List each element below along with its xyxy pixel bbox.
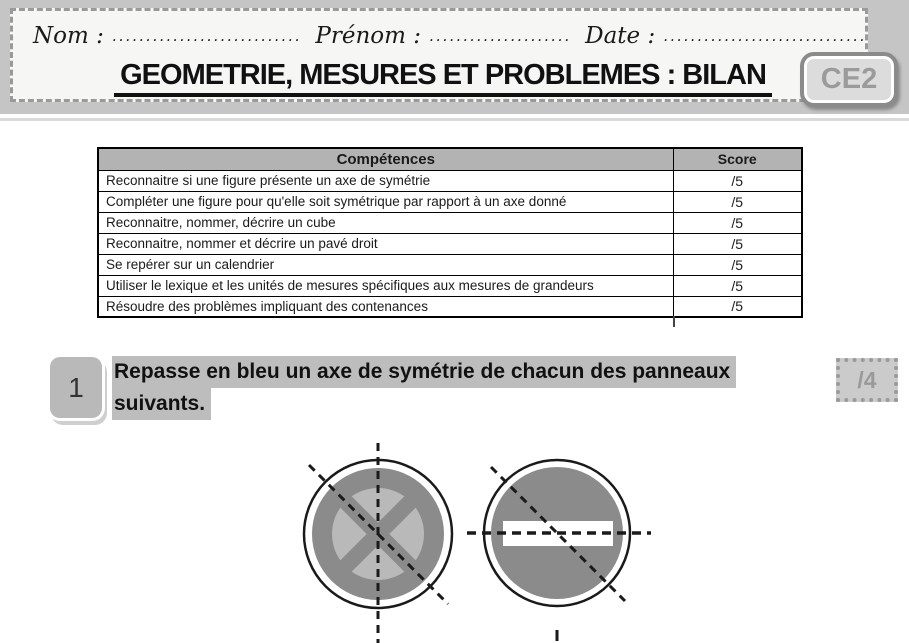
- date-label: Date :: [585, 23, 656, 49]
- table-row: [98, 254, 802, 275]
- competences-column-header: Compétences: [98, 148, 673, 170]
- score-cell: /5: [673, 170, 802, 191]
- table-row: [98, 170, 802, 191]
- exercise-score-box: /4: [836, 358, 898, 402]
- competence-cell: Reconnaitre, nommer, décrire un cube: [98, 212, 673, 233]
- competence-cell: Compléter une figure pour qu'elle soit symétrique par rapport à un axe donné: [98, 191, 673, 212]
- competence-cell: Se repérer sur un calendrier: [98, 254, 673, 275]
- identity-row: [33, 23, 867, 49]
- table-divider-artifact: [673, 316, 675, 327]
- no-stopping-sign-figure[interactable]: [304, 443, 452, 643]
- score-column-header: Score: [673, 148, 802, 170]
- date-write-line[interactable]: ..............................: [663, 27, 867, 45]
- table-row: [98, 275, 802, 296]
- header-band: [0, 0, 909, 114]
- table-row: [98, 233, 802, 254]
- prenom-write-line[interactable]: .....................: [428, 27, 572, 45]
- level-badge: CE2: [800, 52, 898, 107]
- header-inner-box: [10, 8, 868, 102]
- exercise-number-box: 1: [50, 357, 102, 418]
- competence-cell: Résoudre des problèmes impliquant des contenances: [98, 296, 673, 317]
- score-cell: /5: [673, 233, 802, 254]
- title-wrap: [13, 59, 873, 97]
- symmetry-figures: [280, 435, 680, 643]
- header-divider-rule: [0, 118, 909, 121]
- no-entry-sign-figure[interactable]: [467, 460, 651, 641]
- table-row: [98, 191, 802, 212]
- score-cell: /5: [673, 275, 802, 296]
- competence-cell: Utiliser le lexique et les unités de mesures spécifiques aux mesures de grandeurs: [98, 275, 673, 296]
- page-title: GEOMETRIE, MESURES ET PROBLEMES : BILAN: [114, 59, 772, 97]
- table-header-row: [98, 148, 802, 170]
- competences-table: [97, 147, 803, 318]
- score-cell: /5: [673, 254, 802, 275]
- nom-label: Nom :: [33, 23, 104, 49]
- score-cell: /5: [673, 191, 802, 212]
- prenom-label: Prénom :: [315, 23, 421, 49]
- instruction-line-1: Repasse en bleu un axe de symétrie de chacun des panneaux: [112, 356, 736, 388]
- exercise-instruction: [112, 356, 782, 420]
- instruction-line-2: suivants.: [112, 388, 211, 420]
- score-cell: /5: [673, 212, 802, 233]
- competence-cell: Reconnaitre si une figure présente un axe de symétrie: [98, 170, 673, 191]
- table-row: [98, 212, 802, 233]
- table-row: [98, 296, 802, 317]
- nom-write-line[interactable]: ............................: [111, 27, 302, 45]
- competence-cell: Reconnaitre, nommer et décrire un pavé droit: [98, 233, 673, 254]
- score-cell: /5: [673, 296, 802, 317]
